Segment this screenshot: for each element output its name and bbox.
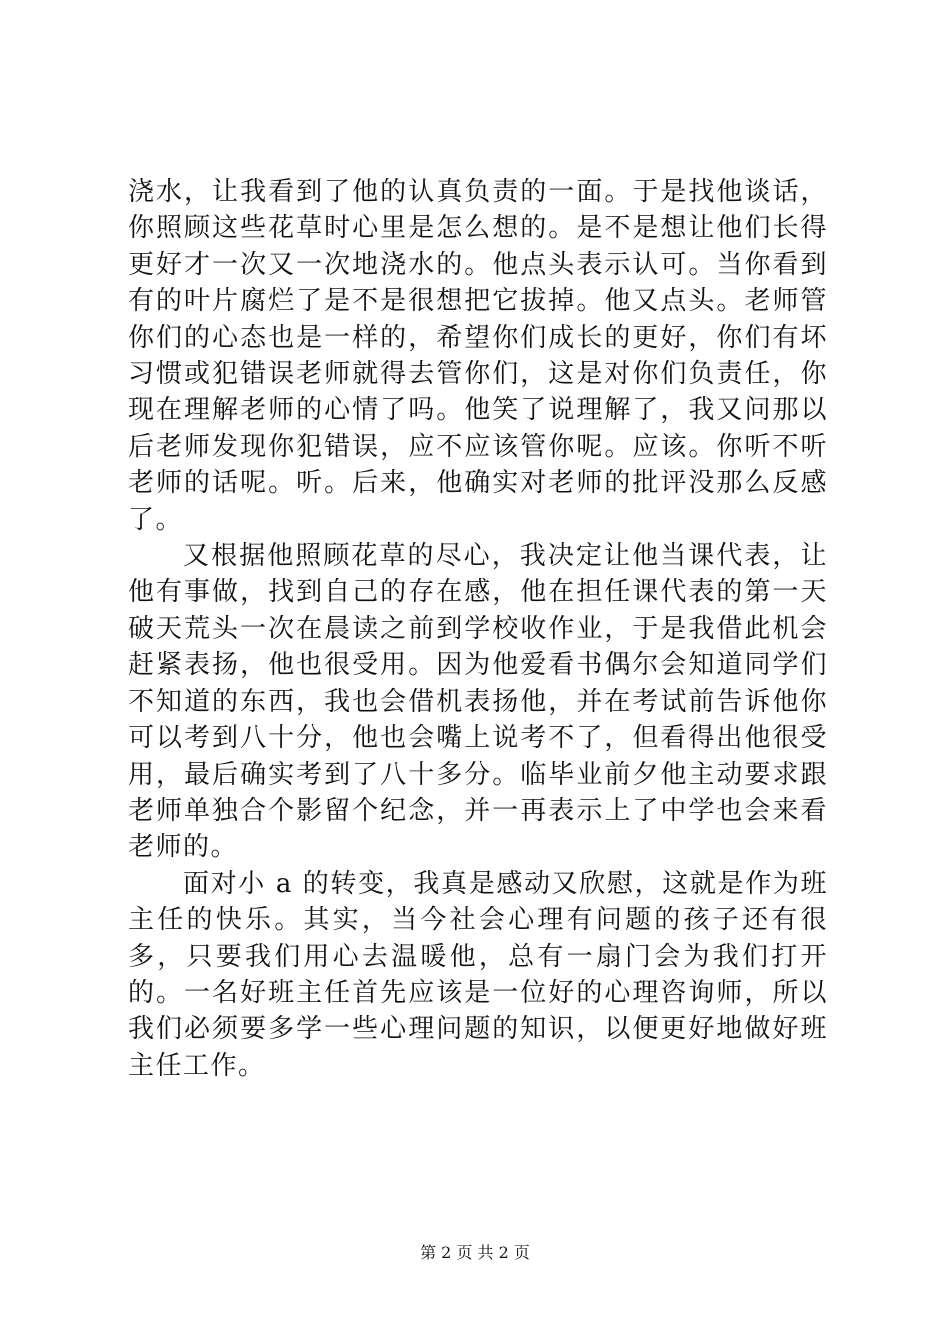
paragraph-2: 又根据他照顾花草的尽心，我决定让他当课代表，让他有事做，找到自己的存在感，他在担任课代表的第一天破天荒头一次在晨读之前到学校收作业，于是我借此机会赶紧表扬，他也很受用。因为他爱看书偶尔会知道同学们不知道的东西，我也会借机表扬他，并在考试前告诉他你可以考到八十分，他也会嘴上说考不了，但看得出他很受用，最后确实考到了八十多分。临毕业前夕他主动要求跟老师单独合个影留个纪念，并一再表示上了中学也会来看老师的。 [128,541,828,863]
page-footer: 第 2 页 共 2 页 [420,1243,530,1262]
paragraph-1: 浇水，让我看到了他的认真负责的一面。于是找他谈话，你照顾这些花草时心里是怎么想的。是不是想让他们长得更好才一次又一次地浇水的。他点头表示认可。当你看到有的叶片腐烂了是不是很想把它拔掉。他又点头。老师管你们的心态也是一样的，希望你们成长的更好，你们有坏习惯或犯错误老师就得去管你们，这是对你们负责任，你现在理解老师的心情了吗。他笑了说理解了，我又问那以后老师发现你犯错误，应不应该管你呢。应该。你听不听老师的话呢。听。后来，他确实对老师的批评没那么反感了。 [128,177,828,535]
document-body [128,174,828,1084]
paragraph-3: 面对小 a 的转变，我真是感动又欣慰，这就是作为班主任的快乐。其实，当今社会心理有问题的孩子还有很多，只要我们用心去温暖他，总有一扇门会为我们打开的。一名好班主任首先应该是一位好的心理咨询师，所以我们必须要多学一些心理问题的知识，以便更好地做好班主任工作。 [128,868,828,1081]
